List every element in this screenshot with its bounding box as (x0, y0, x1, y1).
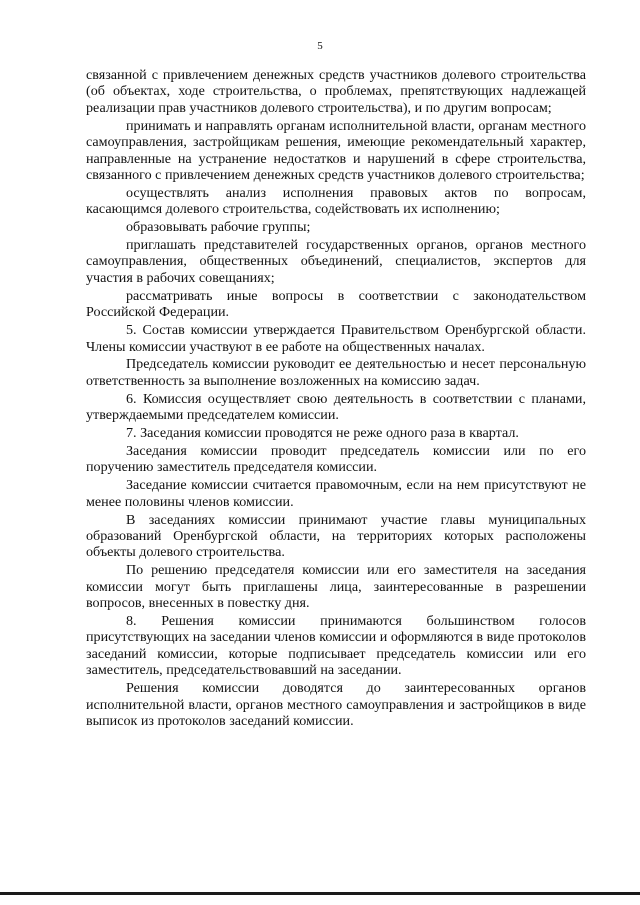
paragraph: 8. Решения комиссии принимаются большинством голосов присутствующих на заседании членов комиссии и оформляются в виде протоколов заседаний комиссии, которые подписывает председатель комиссии или его заместитель, председательствовавший на заседании. (86, 613, 586, 679)
paragraph: Председатель комиссии руководит ее деятельностью и несет персональную ответственность за выполнение возложенных на комиссию задач. (86, 356, 586, 389)
paragraph: приглашать представителей государственных органов, органов местного самоуправления, общественных объединений, специалистов, экспертов для участия в рабочих совещаниях; (86, 237, 586, 286)
scan-edge-line (0, 892, 640, 895)
paragraph: 5. Состав комиссии утверждается Правительством Оренбургской области. Члены комиссии участвуют в ее работе на общественных началах. (86, 322, 586, 355)
paragraph: 7. Заседания комиссии проводятся не реже одного раза в квартал. (126, 425, 519, 442)
paragraph: По решению председателя комиссии или его заместителя на заседания комиссии могут быть приглашены лица, заинтересованные в разрешении вопросов, внесенных в повестку дня. (86, 562, 586, 612)
paragraph: принимать и направлять органам исполнительной власти, органам местного самоуправления, застройщикам решения, имеющие рекомендательный характер, направленные на устранение недостатков и нарушений в сфере строительства, связанного с привлечением денежных средств участников долевого строительства; (86, 117, 586, 183)
page-number: 5 (317, 40, 323, 52)
document-body (86, 67, 586, 731)
paragraph: Заседания комиссии проводит председатель комиссии или по его поручению заместитель председателя комиссии. (86, 442, 586, 476)
paragraph: Заседание комиссии считается правомочным, если на нем присутствуют не менее половины членов комиссии. (86, 477, 586, 510)
paragraph: 6. Комиссия осуществляет свою деятельность в соответствии с планами, утверждаемыми председателем комиссии. (86, 390, 586, 424)
paragraph: осуществлять анализ исполнения правовых актов по вопросам, касающимся долевого строительства, содействовать их исполнению; (86, 184, 586, 218)
paragraph: В заседаниях комиссии принимают участие главы муниципальных образований Оренбургской области, на территориях которых расположены объекты долевого строительства. (86, 511, 586, 561)
paragraph: рассматривать иные вопросы в соответствии с законодательством Российской Федерации. (86, 287, 586, 321)
paragraph: связанной с привлечением денежных средств участников долевого строительства (об объектах, ходе строительства, о проблемах, препятствующих надлежащей реализации прав участников долевого строительства), и по другим вопросам; (86, 67, 586, 116)
paragraph: Решения комиссии доводятся до заинтересованных органов исполнительной власти, органов местного самоуправления и застройщиков в виде выписок из протоколов заседаний комиссии. (86, 680, 586, 729)
paragraph: образовывать рабочие группы; (126, 219, 311, 236)
